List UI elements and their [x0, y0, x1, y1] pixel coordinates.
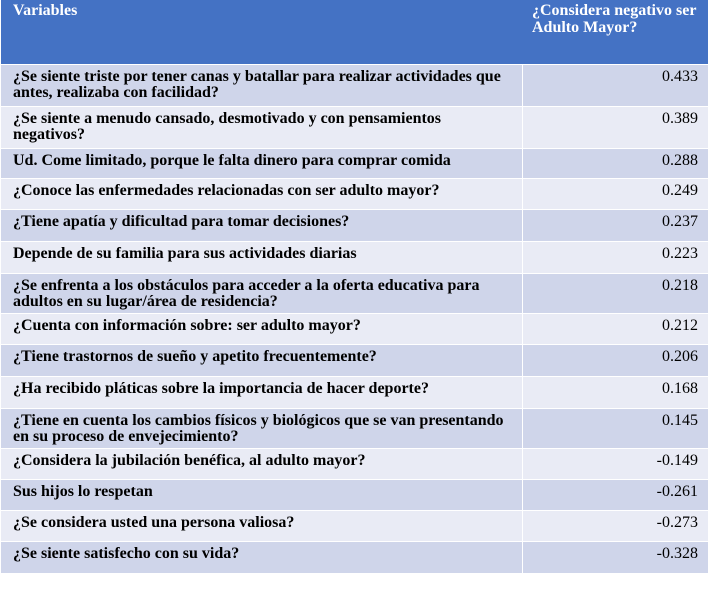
- row-variable: Sus hijos lo respetan: [1, 480, 522, 511]
- table-row: [1, 274, 708, 314]
- row-variable: ¿Se siente triste por tener canas y batallar para realizar actividades que antes, realizaba con facilidad?: [1, 65, 522, 107]
- row-variable: ¿Tiene apatía y dificultad para tomar decisiones?: [1, 210, 522, 242]
- row-value: 0.206: [522, 345, 708, 377]
- table-row: [1, 345, 708, 377]
- table-row: [1, 409, 708, 449]
- table-row: [1, 449, 708, 480]
- row-value: 0.218: [522, 274, 708, 314]
- row-value: 0.145: [522, 409, 708, 449]
- table-row: [1, 210, 708, 242]
- table-header-row: [1, 0, 708, 65]
- table-row: [1, 480, 708, 511]
- row-variable: Depende de su familia para sus actividades diarias: [1, 242, 522, 274]
- row-variable: ¿Considera la jubilación benéfica, al adulto mayor?: [1, 449, 522, 480]
- row-variable: ¿Tiene en cuenta los cambios físicos y biológicos que se van presentando en su proceso de envejecimiento?: [1, 409, 522, 449]
- row-variable: ¿Ha recibido pláticas sobre la importancia de hacer deporte?: [1, 377, 522, 409]
- row-value: 0.249: [522, 179, 708, 210]
- table-row: [1, 542, 708, 573]
- row-variable: ¿Cuenta con información sobre: ser adulto mayor?: [1, 314, 522, 345]
- row-value: 0.288: [522, 149, 708, 179]
- row-value: 0.212: [522, 314, 708, 345]
- correlation-table: [1, 0, 708, 573]
- row-value: 0.223: [522, 242, 708, 274]
- row-value: 0.237: [522, 210, 708, 242]
- row-value: 0.389: [522, 107, 708, 149]
- row-value: 0.433: [522, 65, 708, 107]
- table-row: [1, 107, 708, 149]
- row-variable: Ud. Come limitado, porque le falta dinero para comprar comida: [1, 149, 522, 179]
- table-row: [1, 179, 708, 210]
- table-row: [1, 314, 708, 345]
- table-row: [1, 242, 708, 274]
- row-variable: ¿Se siente satisfecho con su vida?: [1, 542, 522, 573]
- row-value: -0.261: [522, 480, 708, 511]
- row-variable: ¿Se siente a menudo cansado, desmotivado y con pensamientos negativos?: [1, 107, 522, 149]
- row-variable: ¿Conoce las enfermedades relacionadas con ser adulto mayor?: [1, 179, 522, 210]
- row-variable: ¿Se enfrenta a los obstáculos para acceder a la oferta educativa para adultos en su lugar/área de residencia?: [1, 274, 522, 314]
- row-variable: ¿Se considera usted una persona valiosa?: [1, 511, 522, 542]
- row-value: -0.328: [522, 542, 708, 573]
- table-row: [1, 511, 708, 542]
- row-value: -0.149: [522, 449, 708, 480]
- row-value: -0.273: [522, 511, 708, 542]
- table-row: [1, 149, 708, 179]
- table-row: [1, 65, 708, 107]
- table-row: [1, 377, 708, 409]
- row-variable: ¿Tiene trastornos de sueño y apetito frecuentemente?: [1, 345, 522, 377]
- row-value: 0.168: [522, 377, 708, 409]
- header-variables: Variables: [1, 0, 522, 65]
- header-considera-negativo: ¿Considera negativo ser Adulto Mayor?: [522, 0, 708, 65]
